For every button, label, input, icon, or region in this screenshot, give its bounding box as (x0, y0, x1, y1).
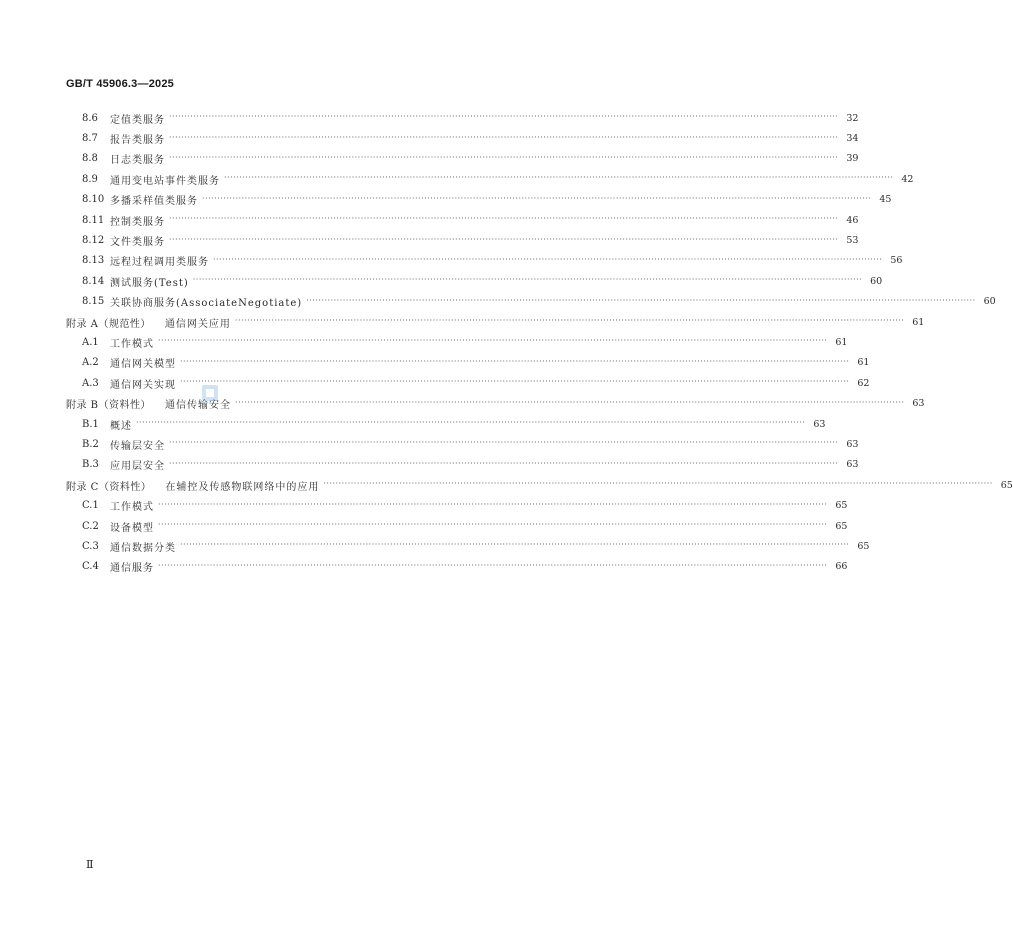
dot-leader: ···························································································································································································································· (158, 520, 828, 529)
toc-entry-title: 文件类服务 (110, 237, 165, 249)
toc-entry-number: B.1 (82, 418, 99, 430)
dot-leader: ···························································································································································································································· (180, 377, 850, 387)
dot-leader: ···························································································································································································································· (169, 438, 839, 448)
dot-leader: ···························································································································································································································· (169, 458, 839, 468)
table-of-contents (66, 108, 1013, 577)
toc-entry-page: 66 (835, 561, 848, 573)
dot-leader: ···························································································································································································································· (323, 479, 993, 489)
toc-entry-page: 56 (890, 255, 903, 267)
toc-row[interactable] (66, 271, 883, 291)
toc-entry-title: 远程过程调用类服务 (110, 257, 209, 269)
toc-entry-title: 应用层安全 (110, 461, 165, 473)
toc-entry-title: 通信服务 (110, 563, 154, 575)
toc-entry-page: 34 (846, 133, 859, 145)
toc-entry-page: 45 (879, 194, 892, 206)
toc-entry-page: 61 (835, 336, 848, 348)
toc-entry-title: 测试服务(Test) (110, 277, 189, 289)
toc-entry-number: 8.9 (82, 173, 98, 185)
dot-leader: ···························································································································································································································· (180, 540, 850, 550)
toc-row[interactable] (66, 108, 859, 128)
toc-entry-title: 通信网关应用 (164, 318, 231, 330)
dot-leader: ···························································································································································································································· (169, 132, 839, 142)
toc-row[interactable] (66, 190, 892, 210)
toc-row[interactable] (66, 557, 848, 577)
watermark-icon (200, 383, 220, 403)
toc-row[interactable] (66, 149, 859, 169)
toc-entry-number: 8.11 (82, 214, 105, 226)
toc-entry-page: 60 (870, 275, 883, 287)
toc-entry-page: 65 (835, 520, 848, 532)
toc-entry-title: 通信网关模型 (110, 359, 176, 371)
toc-row[interactable] (66, 230, 859, 250)
toc-entry-page: 53 (846, 235, 859, 247)
toc-entry-page: 63 (912, 398, 925, 410)
toc-entry-title: 设备模型 (110, 522, 154, 534)
toc-entry-page: 61 (857, 357, 870, 369)
dot-leader: ···························································································································································································································· (224, 173, 894, 183)
dot-leader: ···························································································································································································································· (158, 499, 828, 509)
toc-entry-number: A.3 (82, 377, 99, 389)
page-number: Ⅱ (86, 858, 94, 871)
dot-leader: ···························································································································································································································· (234, 316, 905, 326)
toc-row[interactable] (66, 516, 848, 536)
toc-entry-number: 附录 C（资料性） (66, 481, 152, 493)
toc-entry-title: 报告类服务 (110, 135, 165, 147)
toc-row[interactable] (66, 169, 914, 189)
toc-entry-title: 通信数据分类 (110, 542, 176, 554)
dot-leader: ···························································································································································································································· (158, 336, 828, 346)
toc-entry-title: 概述 (110, 420, 132, 432)
toc-appendix-row[interactable] (66, 393, 925, 413)
toc-entry-page: 61 (912, 316, 925, 328)
toc-entry-title: 日志类服务 (110, 155, 165, 167)
toc-entry-number: 8.6 (82, 112, 98, 124)
toc-row[interactable] (66, 455, 859, 475)
dot-leader: ···························································································································································································································· (213, 254, 883, 264)
toc-entry-title: 通信传输安全 (165, 400, 232, 412)
toc-entry-title: 关联协商服务(AssociateNegotiate) (110, 298, 303, 310)
toc-entry-number: 8.10 (82, 194, 105, 206)
toc-entry-number: A.1 (82, 336, 99, 348)
toc-entry-title: 在辅控及传感物联网络中的应用 (165, 481, 320, 493)
toc-entry-page: 63 (846, 459, 859, 471)
dot-leader: ···························································································································································································································· (192, 275, 863, 285)
toc-row[interactable] (66, 536, 870, 556)
toc-entry-page: 60 (983, 296, 996, 308)
toc-entry-page: 62 (857, 377, 870, 389)
toc-entry-page: 32 (846, 112, 859, 124)
toc-row[interactable] (66, 210, 859, 230)
dot-leader: ···························································································································································································································· (136, 418, 806, 428)
toc-entry-title: 控制类服务 (110, 216, 165, 228)
toc-entry-page: 39 (846, 153, 859, 165)
toc-entry-number: 8.13 (82, 255, 105, 267)
toc-entry-number: 8.7 (82, 133, 98, 145)
toc-entry-number: C.2 (82, 520, 99, 532)
dot-leader: ···························································································································································································································· (169, 152, 839, 162)
dot-leader: ···························································································································································································································· (169, 112, 839, 122)
toc-entry-number: 附录 A（规范性） (66, 318, 151, 330)
toc-entry-page: 63 (813, 418, 826, 430)
toc-row[interactable] (66, 332, 848, 352)
toc-row[interactable] (66, 414, 826, 434)
toc-entry-number: 8.8 (82, 153, 98, 165)
toc-entry-number: B.3 (82, 459, 99, 471)
toc-entry-number: 附录 B（资料性） (66, 400, 152, 412)
toc-entry-page: 63 (846, 438, 859, 450)
toc-row[interactable] (66, 251, 903, 271)
dot-leader: ···························································································································································································································· (180, 356, 850, 366)
standard-code: GB/T 45906.3—2025 (66, 78, 174, 90)
toc-entry-page: 65 (835, 500, 848, 512)
toc-row[interactable] (66, 373, 870, 393)
dot-leader: ···························································································································································································································· (169, 234, 839, 244)
toc-entry-title: 定值类服务 (110, 114, 165, 126)
toc-row[interactable] (66, 495, 848, 515)
toc-entry-page: 42 (901, 173, 914, 185)
toc-row[interactable] (66, 434, 859, 454)
toc-entry-title: 工作模式 (110, 338, 154, 350)
toc-row[interactable] (66, 292, 996, 312)
toc-entry-title: 通用变电站事件类服务 (110, 175, 220, 187)
toc-entry-number: C.3 (82, 540, 99, 552)
toc-entry-number: C.1 (82, 500, 99, 512)
toc-appendix-row[interactable] (66, 475, 1013, 495)
toc-entry-number: 8.15 (82, 296, 105, 308)
toc-entry-number: 8.14 (82, 275, 105, 287)
dot-leader: ···························································································································································································································· (235, 397, 905, 407)
dot-leader: ···························································································································································································································· (202, 193, 872, 203)
toc-entry-page: 65 (857, 540, 870, 552)
toc-entry-number: C.4 (82, 561, 99, 573)
toc-entry-number: B.2 (82, 438, 99, 450)
dot-leader: ···························································································································································································································· (306, 295, 976, 305)
toc-entry-page: 46 (846, 214, 859, 226)
toc-entry-page: 65 (1000, 479, 1013, 491)
toc-row[interactable] (66, 128, 859, 148)
toc-entry-title: 传输层安全 (110, 440, 165, 452)
dot-leader: ···························································································································································································································· (158, 560, 828, 570)
toc-entry-title: 通信网关实现 (110, 379, 176, 391)
toc-row[interactable] (66, 353, 870, 373)
toc-entry-number: A.2 (82, 357, 99, 369)
toc-entry-title: 工作模式 (110, 502, 154, 514)
toc-entry-title: 多播采样值类服务 (110, 196, 198, 208)
toc-appendix-row[interactable] (66, 312, 925, 332)
dot-leader: ···························································································································································································································· (169, 214, 839, 224)
toc-entry-number: 8.12 (82, 235, 105, 247)
